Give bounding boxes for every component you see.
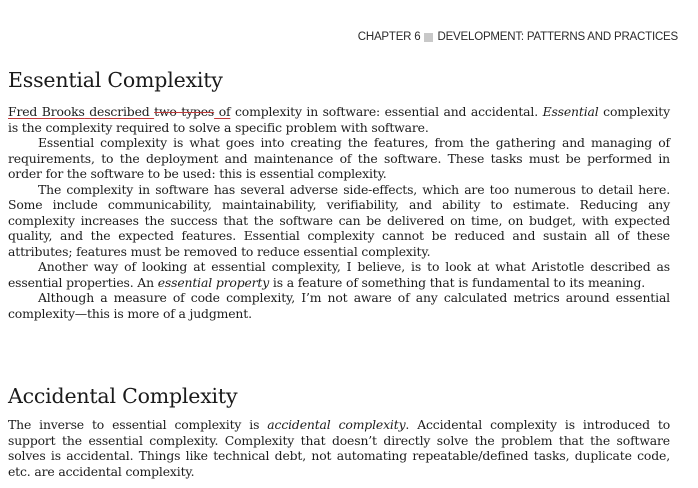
paragraph (8, 417, 670, 479)
italic-term: Essential (542, 104, 599, 119)
text-run: complexity in software: essential and accidental. (230, 104, 543, 119)
essential-body (8, 104, 670, 321)
paragraph: The complexity in software has several adverse side-effects, which are too numerous to detail here. Some include communicability, maintainability, verifiability, and ability to estimate. Reducing any complexity increases the success that the software can be delivered on time, on budget, with expected quality, and the expected features. Essential complexity cannot be reduced and sustain all of these attributes; features must be removed to reduce essential complexity. (8, 181, 670, 259)
accidental-body (8, 417, 670, 479)
paragraph: Although a measure of code complexity, I’m not aware of any calculated metrics around essential complexity—this is more of a judgment. (8, 290, 670, 321)
struck-text: two types (154, 104, 215, 119)
section-heading-essential: Essential Complexity (8, 68, 223, 92)
text-run: Another way of looking at essential complexity, I believe, is to look at what Aristotle described as essential properties. An (8, 259, 670, 290)
paragraph (8, 259, 670, 290)
section-accidental-complexity (8, 384, 670, 408)
header-separator-square (424, 33, 433, 42)
underlined-text: of (214, 104, 231, 119)
text-run: . Accidental complexity is introduced to support the essential complexity. Complexity that doesn’t directly solve the problem that the software solves is accidental. Things like technical debt, not automating repeatable/defined tasks, duplicate code, etc. are accidental complexity. (8, 417, 670, 479)
section-heading-accidental: Accidental Complexity (8, 384, 238, 408)
paragraph: Essential complexity is what goes into creating the features, from the gathering and managing of requirements, to the deployment and maintenance of the software. These tasks must be performed in order for the software to be used: this is essential complexity. (8, 135, 670, 181)
running-header (358, 31, 678, 43)
chapter-label: CHAPTER 6 (357, 31, 421, 43)
text-run: is a feature of something that is fundamental to its meaning. (269, 274, 646, 290)
section-essential-complexity (8, 68, 670, 92)
italic-term: accidental complexity (267, 417, 406, 432)
italic-term: essential property (157, 274, 270, 290)
underlined-text: described (84, 104, 155, 119)
paragraph (8, 104, 670, 135)
text-run: complexity is the complexity required to solve a specific problem with software. (8, 104, 670, 135)
chapter-title: DEVELOPMENT: PATTERNS AND PRACTICES (437, 31, 678, 43)
text-run: The inverse to essential complexity is (8, 417, 268, 432)
underlined-text: Fred Brooks (8, 104, 85, 119)
